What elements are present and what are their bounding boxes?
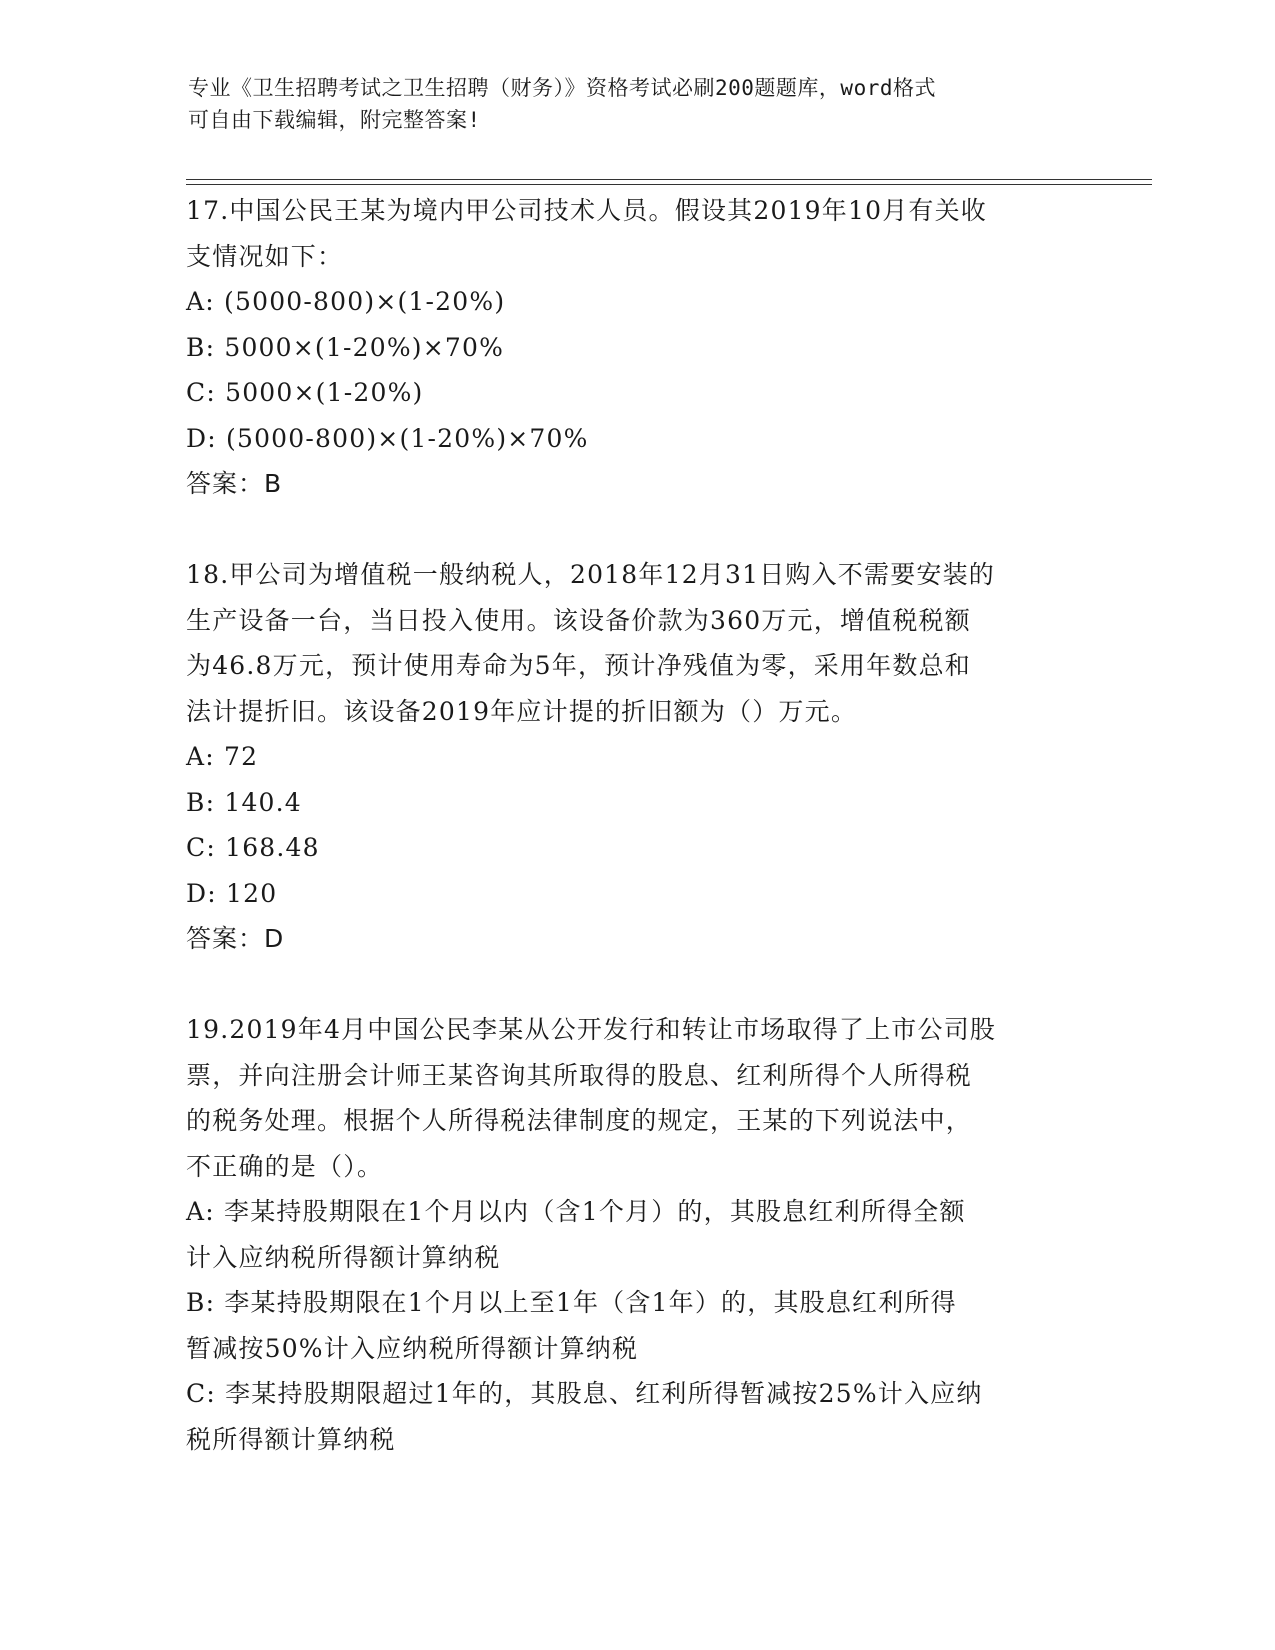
option-c: C: 5000×(1-20%) [186,378,424,407]
question-19 [186,1007,1086,1462]
answer: 答案：D [186,924,285,953]
header-divider-bottom [186,184,1152,185]
option-c: C: 李某持股期限超过1年的，其股息、红利所得暂减按25%计入应纳 [186,1379,983,1408]
document-header [188,72,1068,136]
option-b: B: 5000×(1-20%)×70% [186,332,505,362]
option-d: D: (5000-800)×(1-20%)×70% [186,423,589,453]
question-stem-line: 法计提折旧。该设备2019年应计提的折旧额为（）万元。 [186,696,858,726]
question-stem-line: 17.中国公民王某为境内甲公司技术人员。假设其2019年10月有关收 [186,196,987,225]
question-stem-line: 18.甲公司为增值税一般纳税人，2018年12月31日购入不需要安装的 [186,560,996,589]
question-stem-line: 为46.8万元，预计使用寿命为5年，预计净残值为零，采用年数总和 [186,651,971,680]
option-d: D: 120 [186,878,278,908]
question-stem-line: 票，并向注册会计师王某咨询其所取得的股息、红利所得个人所得税 [186,1060,973,1090]
question-list [186,188,1086,1462]
question-stem-line: 的税务处理。根据个人所得税法律制度的规定，王某的下列说法中， [186,1106,973,1135]
option-c: C: 168.48 [186,833,320,862]
question-stem-line: 19.2019年4月中国公民李某从公开发行和转让市场取得了上市公司股 [186,1015,997,1044]
question-stem-line: 生产设备一台，当日投入使用。该设备价款为360万元，增值税税额 [186,605,971,635]
header-divider-top [186,179,1152,180]
spacer [186,507,1086,553]
option-a: A: 李某持股期限在1个月以内（含1个月）的，其股息红利所得全额 [186,1197,966,1226]
option-a: A: 72 [186,742,259,771]
option-c-continued: 税所得额计算纳税 [186,1424,396,1454]
question-stem-line: 支情况如下： [186,241,344,271]
header-line-2: 可自由下载编辑，附完整答案! [188,108,481,132]
question-17 [186,188,1086,507]
question-18 [186,552,1086,962]
question-stem-line: 不正确的是（）。 [186,1151,384,1181]
answer: 答案：B [186,469,283,498]
option-a-continued: 计入应纳税所得额计算纳税 [186,1242,501,1272]
spacer [186,962,1086,1008]
header-line-1: 专业《卫生招聘考试之卫生招聘（财务）》资格考试必刷200题题库，word格式 [188,76,936,100]
option-a: A: (5000-800)×(1-20%) [186,287,506,316]
option-b: B: 140.4 [186,787,302,817]
option-b-continued: 暂减按50%计入应纳税所得额计算纳税 [186,1333,639,1363]
option-b: B: 李某持股期限在1个月以上至1年（含1年）的，其股息红利所得 [186,1288,957,1317]
